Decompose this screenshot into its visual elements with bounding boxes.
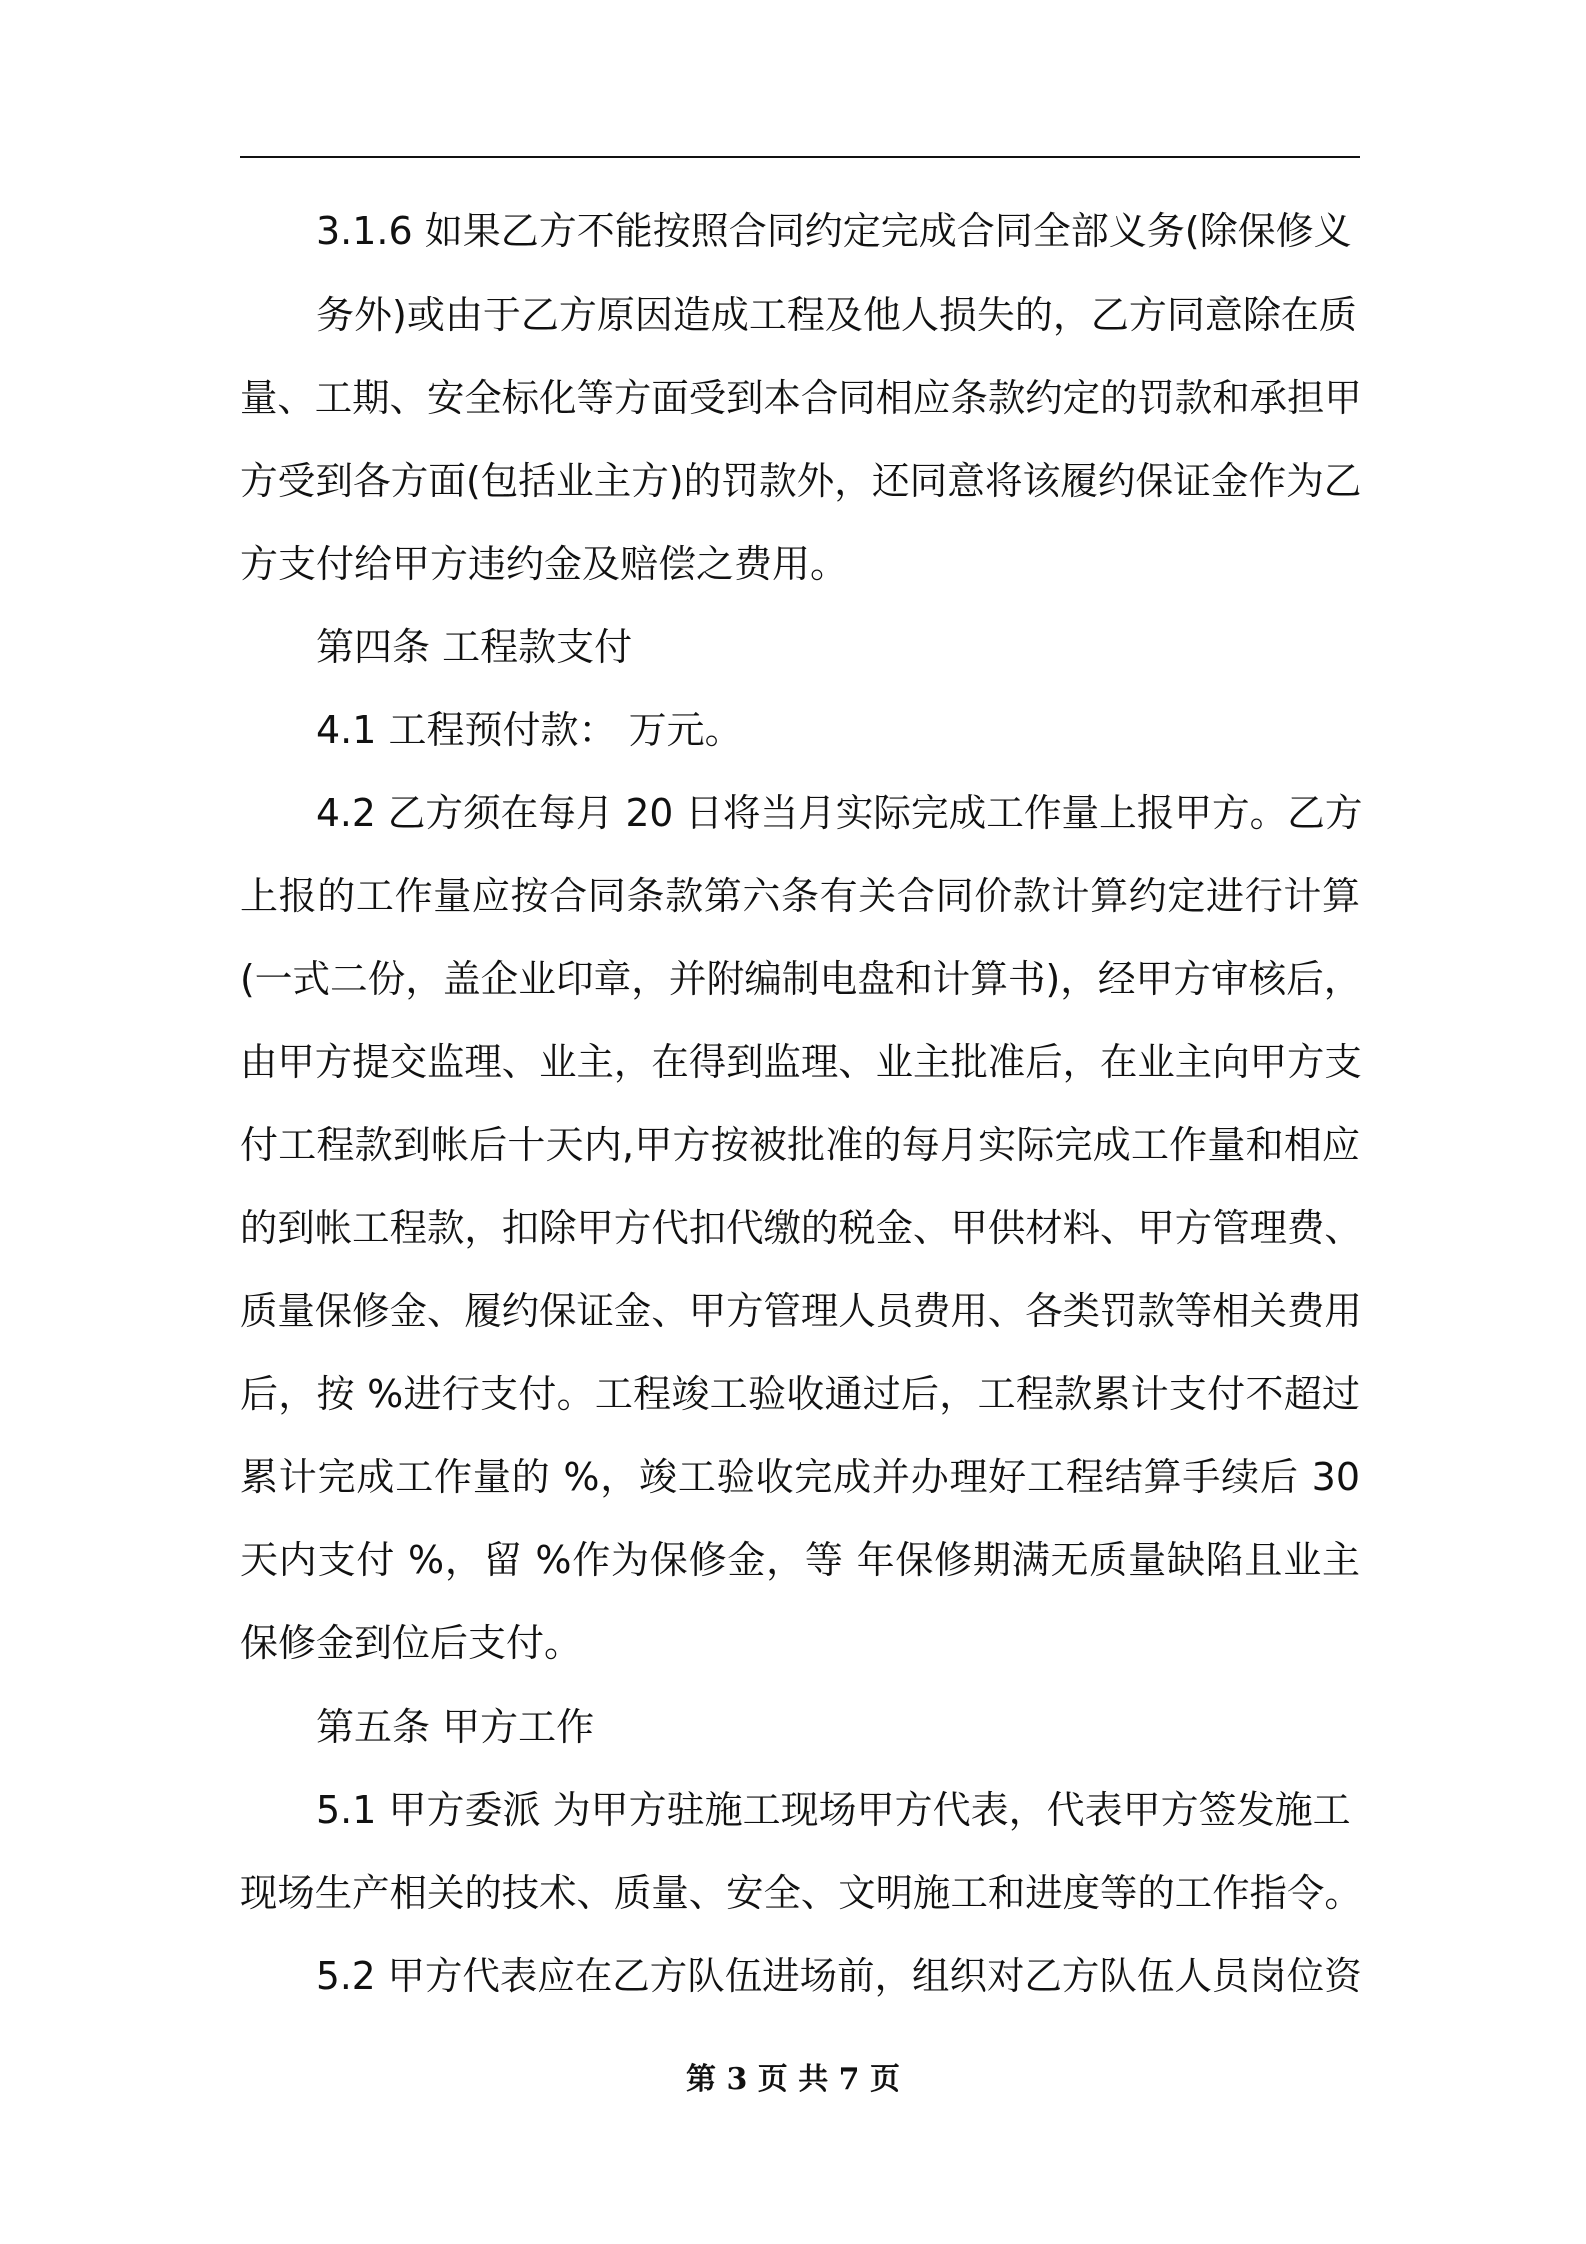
header-rule [240, 156, 1360, 158]
text-line: 后，按 %进行支付。工程竣工验收通过后，工程款累计支付不超过 [240, 1372, 1360, 1416]
text-line: 上报的工作量应按合同条款第六条有关合同价款计算约定进行计算 [240, 874, 1360, 918]
text-line: 保修金到位后支付。 [240, 1621, 583, 1665]
text-line: 4.2 乙方须在每月 20 日将当月实际完成工作量上报甲方。乙方 [316, 791, 1363, 835]
text-line: 付工程款到帐后十天内,甲方按被批准的每月实际完成工作量和相应 [240, 1123, 1360, 1167]
section-heading: 第四条 工程款支付 [316, 625, 633, 669]
text-line: 由甲方提交监理、业主，在得到监理、业主批准后，在业主向甲方支 [240, 1040, 1362, 1084]
text-line: 5.1 甲方委派 为甲方驻施工现场甲方代表，代表甲方签发施工 [316, 1788, 1351, 1832]
text-line: 方受到各方面(包括业主方)的罚款外，还同意将该履约保证金作为乙 [240, 459, 1362, 503]
section-heading: 第五条 甲方工作 [316, 1705, 595, 1749]
text-line: 质量保修金、履约保证金、甲方管理人员费用、各类罚款等相关费用 [240, 1289, 1362, 1333]
text-line: 量、工期、安全标化等方面受到本合同相应条款约定的罚款和承担甲 [240, 376, 1362, 420]
text-line: 5.2 甲方代表应在乙方队伍进场前，组织对乙方队伍人员岗位资 [316, 1954, 1362, 1998]
text-line: 天内支付 %，留 %作为保修金，等 年保修期满无质量缺陷且业主 [240, 1538, 1360, 1582]
text-line: 4.1 工程预付款： 万元。 [316, 708, 743, 752]
text-line: 务外)或由于乙方原因造成工程及他人损失的，乙方同意除在质 [316, 293, 1357, 337]
text-line: 3.1.6 如果乙方不能按照合同约定完成合同全部义务(除保修义 [316, 209, 1352, 253]
text-line: 现场生产相关的技术、质量、安全、文明施工和进度等的工作指令。 [240, 1871, 1362, 1915]
text-line: (一式二份，盖企业印章，并附编制电盘和计算书)，经甲方审核后， [240, 957, 1362, 1001]
text-line: 累计完成工作量的 %，竣工验收完成并办理好工程结算手续后 30 [240, 1455, 1360, 1499]
page-number: 第 3 页 共 7 页 [686, 2062, 900, 2097]
text-line: 的到帐工程款，扣除甲方代扣代缴的税金、甲供材料、甲方管理费、 [240, 1206, 1362, 1250]
text-line: 方支付给甲方违约金及赔偿之费用。 [240, 542, 849, 586]
